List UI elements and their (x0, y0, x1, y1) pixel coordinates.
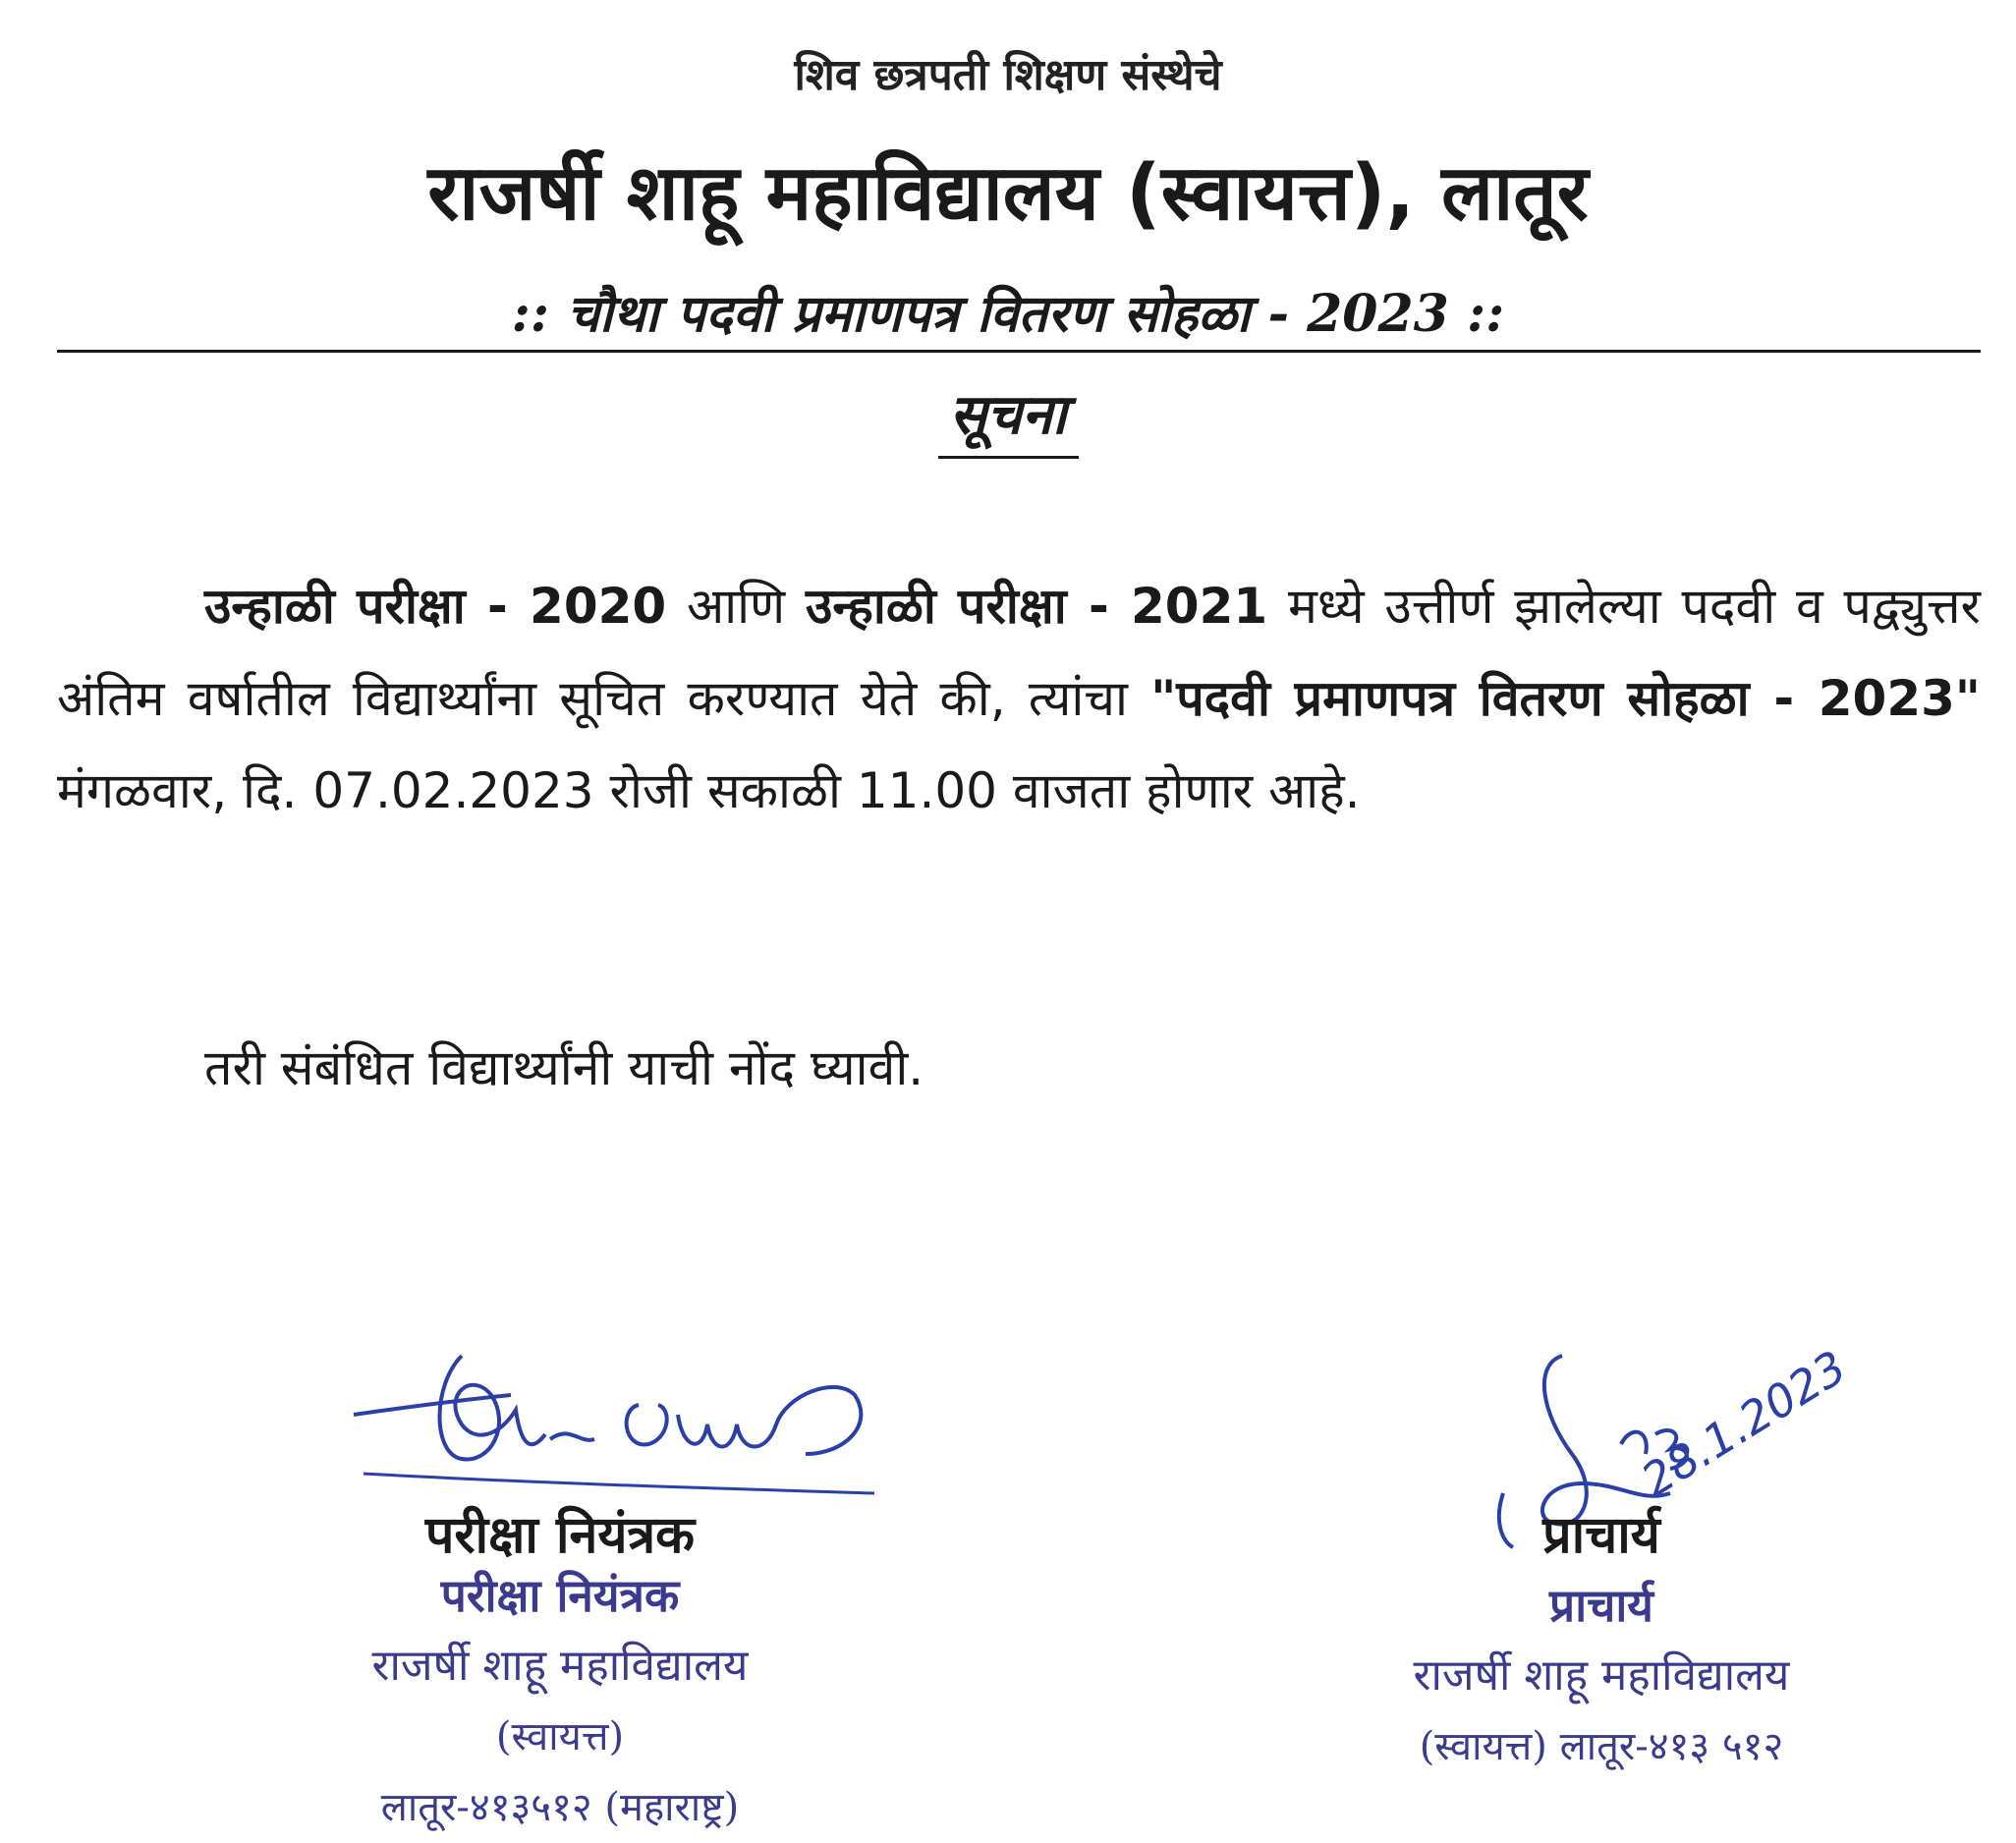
ceremony-name: "पदवी प्रमाणपत्र वितरण सोहळा - 2023" (1150, 670, 1981, 727)
controller-signature (344, 1316, 894, 1513)
stamp-right-line3: (स्वायत्त) लातूर-४१३ ५१२ (1419, 1724, 1784, 1769)
controller-stamp (255, 1560, 865, 1843)
exam-2021: उन्हाळी परीक्षा - 2021 (805, 578, 1268, 635)
principal-title: प्राचार्य (1542, 1506, 1660, 1565)
stamp-left-line1: परीक्षा नियंत्रक (440, 1569, 680, 1622)
controller-title: परीक्षा नियंत्रक (424, 1506, 696, 1565)
stamp-left-line2: राजर्षी शाहू महाविद्यालय (371, 1641, 749, 1691)
p1-text-1: आणि (666, 578, 806, 635)
p1-text-2: मध्ये उत्तीर्ण झालेल्या पदवी व पद्व्युत्तर अंतिम वर्षातील विद्यार्थ्यांना सूचित करण्यात येते की, त्यांचा (57, 578, 1981, 727)
stamp-right-line2: राजर्षी शाहू महाविद्यालय (1413, 1650, 1790, 1701)
ceremony-title: :: चौथा पदवी प्रमाणपत्र वितरण सोहळा - 2023 :: (511, 284, 1505, 344)
stamp-right-line1: प्राचार्य (1549, 1579, 1653, 1632)
signature-date: 28.1.2023 (1632, 1340, 1856, 1507)
organization-name: शिव छत्रपती शिक्षण संस्थेचे (794, 50, 1222, 100)
notice-paragraph-2: तरी संबंधित विद्यार्थ्यांनी याची नोंद घ्यावी. (204, 1039, 924, 1096)
notice-paragraph-1 (57, 560, 1981, 837)
college-name: राजर्षी शाहू महाविद्यालय (स्वायत्त), लातूर (427, 149, 1589, 238)
notice-title: सूचना (938, 375, 1079, 459)
p1-text-3: मंगळवार, दि. 07.02.2023 रोजी सकाळी 11.00 वाजता होणार आहे. (57, 762, 1361, 819)
notice-heading (0, 375, 2016, 459)
header-divider (57, 350, 1981, 353)
exam-2020: उन्हाळी परीक्षा - 2020 (204, 578, 667, 635)
stamp-left-line4: लातूर-४१३५१२ (महाराष्ट्र) (380, 1785, 740, 1830)
principal-stamp (1297, 1570, 1906, 1782)
stamp-left-line3: (स्वायत्त) (495, 1714, 625, 1759)
